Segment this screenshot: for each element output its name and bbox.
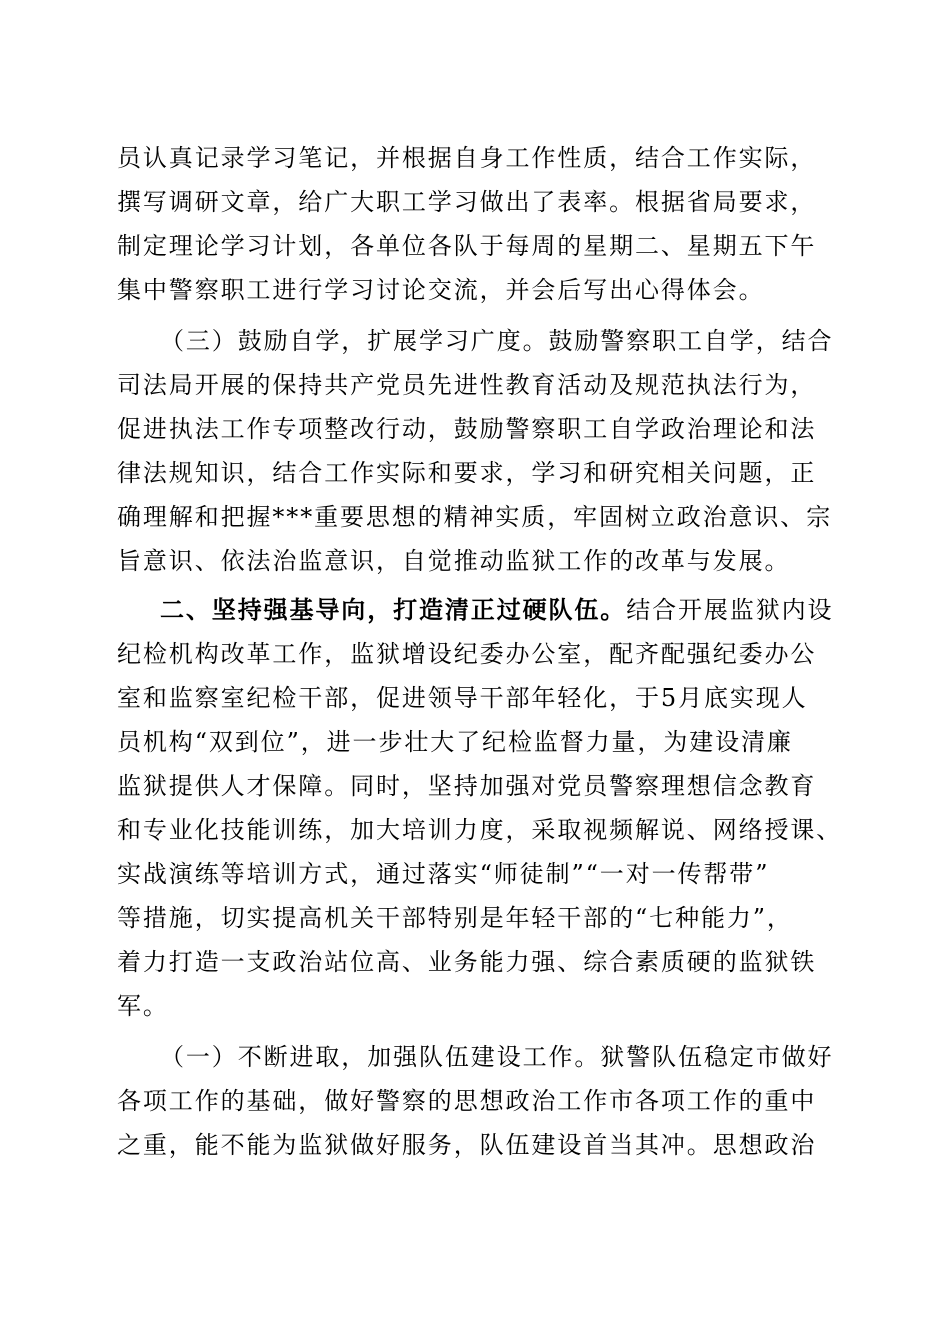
body-text-line: 之重，能不能为监狱做好服务，队伍建设首当其冲。思想政治	[117, 1131, 817, 1159]
body-text-line: 和专业化技能训练，加大培训力度，采取视频解说、网络授课、	[117, 816, 843, 844]
body-text-line: 监狱提供人才保障。同时，坚持加强对党员警察理想信念教育	[117, 772, 817, 800]
body-text-line: 集中警察职工进行学习讨论交流，并会后写出心得体会。	[117, 276, 765, 304]
body-text-line: 着力打造一支政治站位高、业务能力强、综合素质硬的监狱铁	[117, 948, 817, 976]
body-text-line: 实战演练等培训方式，通过落实“师徒制”“一对一传帮带”	[117, 860, 770, 888]
body-text-line: 撰写调研文章，给广大职工学习做出了表率。根据省局要求，	[117, 188, 817, 216]
body-text-line: 员机构“双到位”，进一步壮大了纪检监督力量，为建设清廉	[117, 728, 793, 756]
body-text-line: 制定理论学习计划，各单位各队于每周的星期二、星期五下午	[117, 232, 817, 260]
section-2-heading: 二、坚持强基导向，打造清正过硬队伍。	[160, 595, 627, 624]
body-text-line: 律法规知识，结合工作实际和要求，学习和研究相关问题，正	[117, 459, 817, 487]
section-2-first-line	[160, 590, 834, 630]
body-text-line: 室和监察室纪检干部，促进领导干部年轻化，于5月底实现人	[117, 684, 808, 712]
body-text-line: 纪检机构改革工作，监狱增设纪委办公室，配齐配强纪委办公	[117, 640, 817, 668]
body-text-line: 军。	[117, 992, 169, 1020]
body-text-line: 旨意识、依法治监意识，自觉推动监狱工作的改革与发展。	[117, 547, 791, 575]
body-text-line: 促进执法工作专项整改行动，鼓励警察职工自学政治理论和法	[117, 415, 817, 443]
body-text-line: 各项工作的基础，做好警察的思想政治工作市各项工作的重中	[117, 1087, 817, 1115]
body-text-line: 等措施，切实提高机关干部特别是年轻干部的“七种能力”，	[117, 904, 793, 932]
body-text-line: 司法局开展的保持共产党员先进性教育活动及规范执法行为，	[117, 371, 817, 399]
subsection-1-first-line: （一）不断进取，加强队伍建设工作。狱警队伍稳定市做好	[160, 1043, 834, 1071]
body-text-line: 员认真记录学习笔记，并根据自身工作性质，结合工作实际，	[117, 144, 817, 172]
subsection-3-first-line: （三）鼓励自学，扩展学习广度。鼓励警察职工自学，结合	[160, 327, 834, 355]
body-text-line: 确理解和把握***重要思想的精神实质，牢固树立政治意识、宗	[117, 503, 833, 531]
section-2-lead-text: 结合开展监狱内设	[626, 596, 834, 624]
